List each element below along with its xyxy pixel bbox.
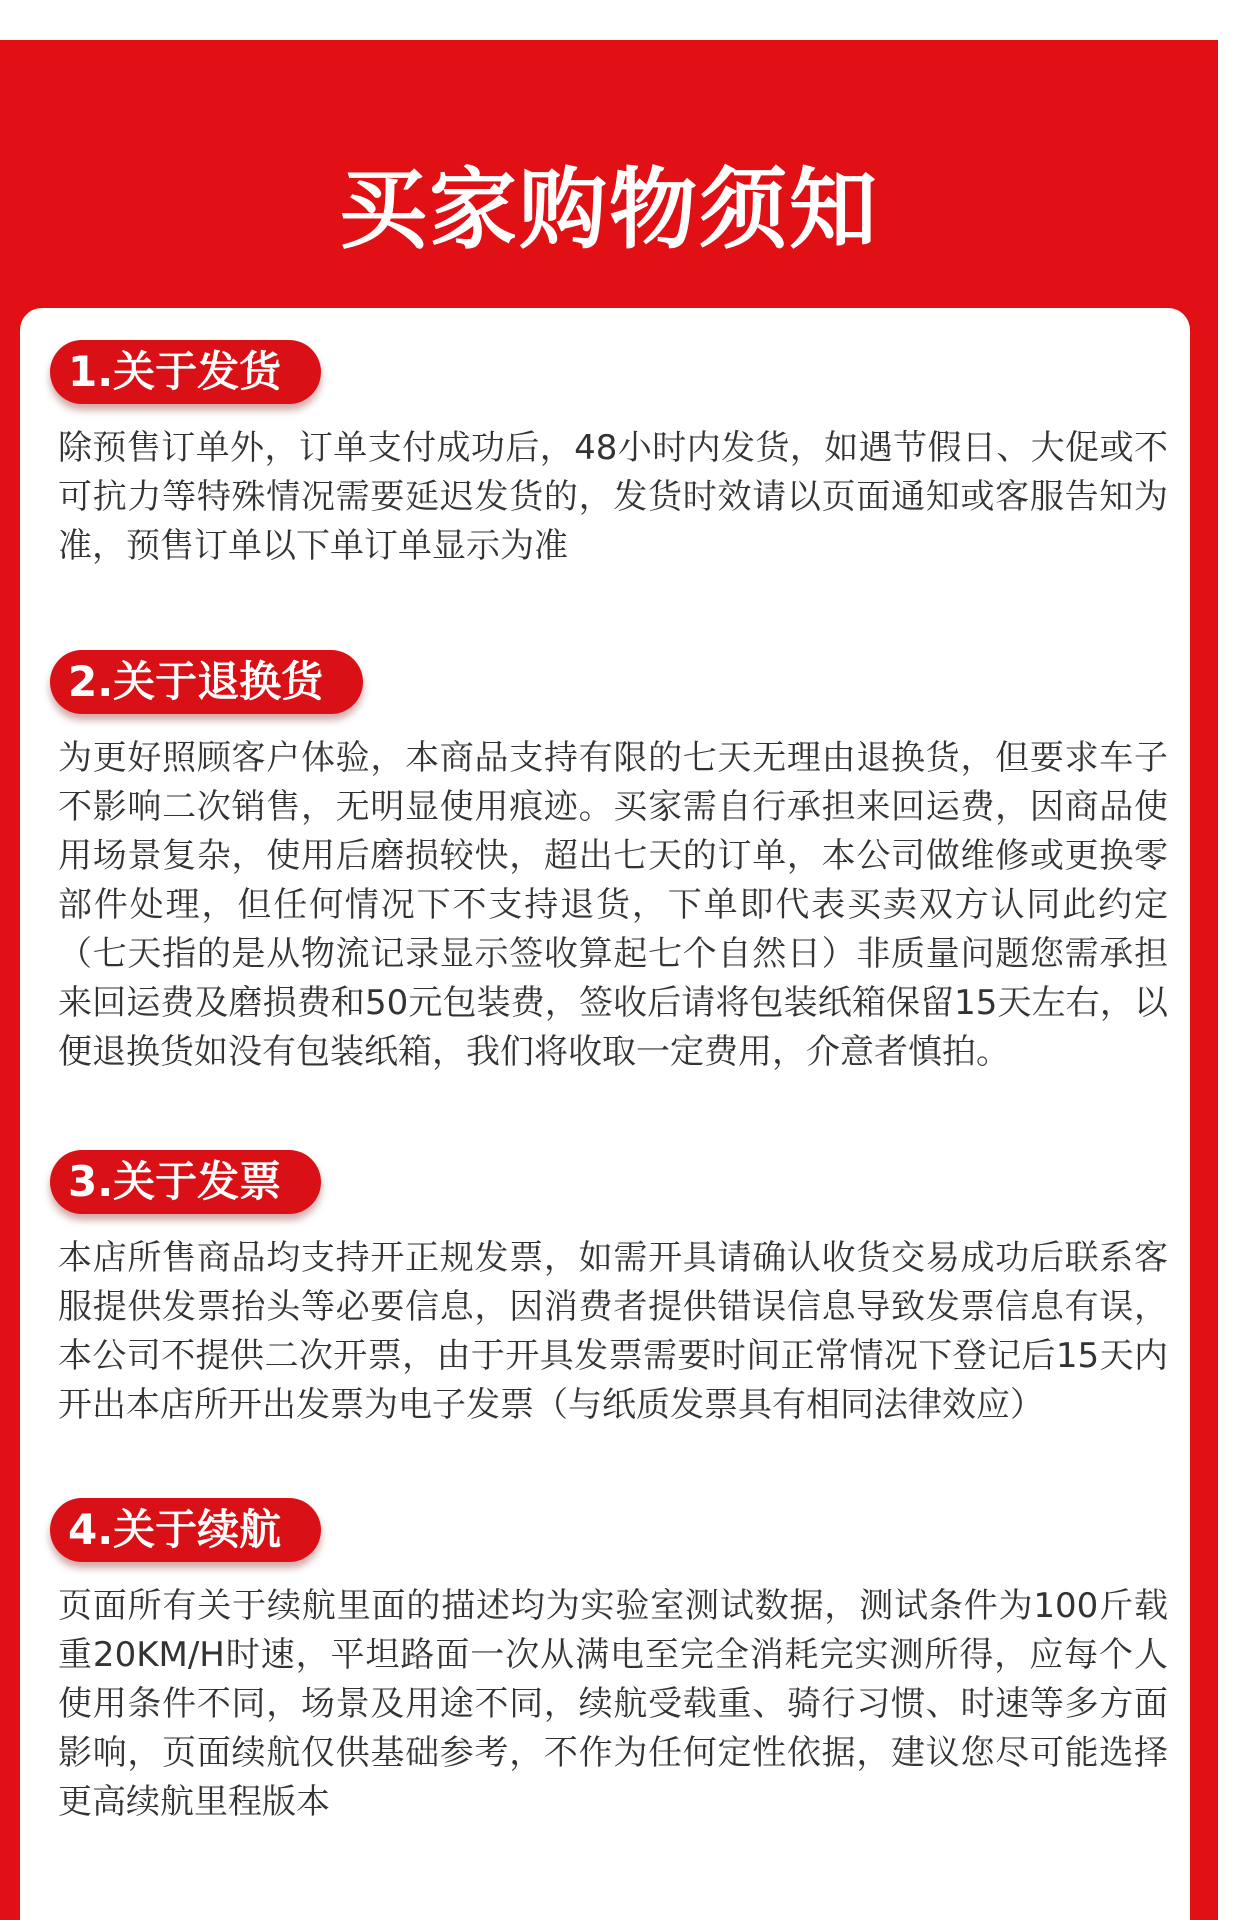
section-returns bbox=[20, 650, 1190, 1077]
notice-poster bbox=[0, 40, 1218, 1920]
section-body-text: 本店所售商品均支持开正规发票，如需开具请确认收货交易成功后联系客服提供发票抬头等必要信息，因消费者提供错误信息导致发票信息有误，本公司不提供二次开票，由于开具发票需要时间正常情况下登记后15天内开出本店所开出发票为电子发票（与纸质发票具有相同法律效应） bbox=[58, 1238, 1168, 1425]
section-shipping bbox=[20, 340, 1190, 571]
section-body-text: 为更好照顾客户体验，本商品支持有限的七天无理由退换货，但要求车子不影响二次销售，无明显使用痕迹。买家需自行承担来回运费，因商品使用场景复杂，使用后磨损较快，超出七天的订单，本公司做维修或更换零部件处理，但任何情况下不支持退货，下单即代表买卖双方认同此约定（七天指的是从物流记录显示签收算起七个自然日）非质量问题您需承担来回运费及磨损费和50元包装费，签收后请将包装纸箱保留15天左右，以便退换货如没有包装纸箱，我们将收取一定费用，介意者慎拍。 bbox=[58, 738, 1168, 1072]
notice-card bbox=[20, 308, 1190, 1920]
section-heading-badge: 2.关于退换货 bbox=[50, 650, 363, 714]
section-heading-badge: 4.关于续航 bbox=[50, 1498, 321, 1562]
section-body-text: 页面所有关于续航里面的描述均为实验室测试数据，测试条件为100斤载重20KM/H时速，平坦路面一次从满电至完全消耗完实测所得，应每个人使用条件不同，场景及用途不同，续航受载重、骑行习惯、时速等多方面影响，页面续航仅供基础参考，不作为任何定性依据，建议您尽可能选择更高续航里程版本 bbox=[58, 1586, 1168, 1822]
page-title: 买家购物须知 bbox=[338, 158, 879, 261]
section-heading-badge: 3.关于发票 bbox=[50, 1150, 321, 1214]
section-range bbox=[20, 1498, 1190, 1827]
section-invoice bbox=[20, 1150, 1190, 1430]
section-heading-badge: 1.关于发货 bbox=[50, 340, 321, 404]
section-body-text: 除预售订单外，订单支付成功后，48小时内发货，如遇节假日、大促或不可抗力等特殊情况需要延迟发货的，发货时效请以页面通知或客服告知为准，预售订单以下单订单显示为准 bbox=[58, 428, 1168, 566]
